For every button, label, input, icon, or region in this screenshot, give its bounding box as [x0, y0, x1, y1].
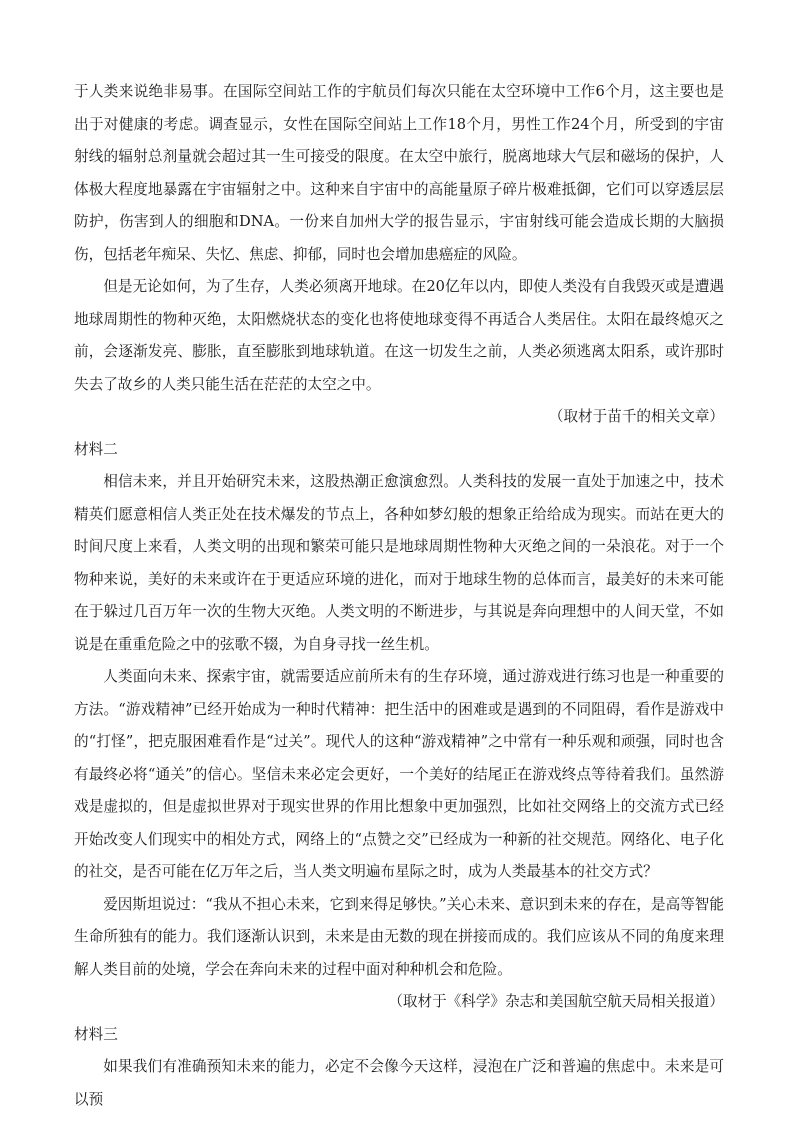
section-heading-material-3: 材料三 — [74, 1025, 118, 1043]
source-attribution: （取材于《科学》杂志和美国航空航天局相关报道） — [388, 993, 724, 1010]
paragraph-continued: 于人类来说绝非易事。在国际空间站工作的宇航员们每次只能在太空环境中工作6个月，这主要也是出于对健康的考虑。调查显示，女性在国际空间站上工作18个月，男性工作24个月，所受到的宇宙射线的辐射总剂量就会超过其一生可接受的限度。在太空中旅行，脱离地球大气层和磁场的保护，人体极大程度地暴露在宇宙辐射之中。这种来自宇宙中的高能量原子碎片极难抵御，它们可以穿透层层防护，伤害到人的细胞和DNA。一份来自加州大学的报告显示，宇宙射线可能会造成长期的大脑损伤，包括老年痴呆、失忆、焦虑、抑郁，同时也会增加患癌症的风险。 — [74, 83, 724, 263]
section-heading-material-2: 材料二 — [74, 440, 118, 458]
paragraph: 但是无论如何，为了生存，人类必须离开地球。在20亿年以内，即使人类没有自我毁灭或是遭遇地球周期性的物种灭绝，太阳燃烧状态的变化也将使地球变得不再适合人类居住。太阳在最终熄灭之前，会逐渐发亮、膨胀，直至膨胀到地球轨道。在这一切发生之前，人类必须逃离太阳系，或许那时失去了故乡的人类只能生活在茫茫的太空之中。 — [74, 278, 724, 393]
source-attribution: （取材于苗千的相关文章） — [548, 408, 724, 425]
document-page — [74, 76, 724, 1116]
paragraph: 人类面向未来、探索宇宙，就需要适应前所未有的生存环境，通过游戏进行练习也是一种重要的方法。“游戏精神”已经开始成为一种时代精神：把生活中的困难或是遇到的不同阻碍，看作是游戏中的“打怪”，把克服困难看作是“过关”。现代人的这种“游戏精神”之中常有一种乐观和顽强，同时也含有最终必将“通关”的信心。坚信未来必定会更好，一个美好的结尾正在游戏终点等待着我们。虽然游戏是虚拟的，但是虚拟世界对于现实世界的作用比想象中更加强烈，比如社交网络上的交流方式已经开始改变人们现实中的相处方式，网络上的“点赞之交”已经成为一种新的社交规范。网络化、电子化的社交，是否可能在亿万年之后，当人类文明遍布星际之时，成为人类最基本的社交方式？ — [74, 668, 724, 880]
paragraph: 爱因斯坦说过：“我从不担心未来，它到来得足够快。”关心未来、意识到未来的存在，是高等智能生命所独有的能力。我们逐渐认识到，未来是由无数的现在拼接而成的。我们应该从不同的角度来理解人类目前的处境，学会在奔向未来的过程中面对种种机会和危险。 — [74, 895, 724, 978]
paragraph: 相信未来，并且开始研究未来，这股热潮正愈演愈烈。人类科技的发展一直处于加速之中，技术精英们愿意相信人类正处在技术爆发的节点上，各种如梦幻般的想象正给给成为现实。而站在更大的时间尺度上来看，人类文明的出现和繁荣可能只是地球周期性物种大灭绝之间的一朵浪花。对于一个物种来说，美好的未来或许在于更适应环境的进化，而对于地球生物的总体而言，最美好的未来可能在于躲过几百万年一次的生物大灭绝。人类文明的不断进步，与其说是奔向理想中的人间天堂，不如说是在重重危险之中的弦歌不辍，为自身寻找一丝生机。 — [74, 473, 724, 653]
paragraph: 如果我们有准确预知未来的能力，必定不会像今天这样，浸泡在广泛和普遍的焦虑中。未来是可以预 — [74, 1058, 724, 1108]
